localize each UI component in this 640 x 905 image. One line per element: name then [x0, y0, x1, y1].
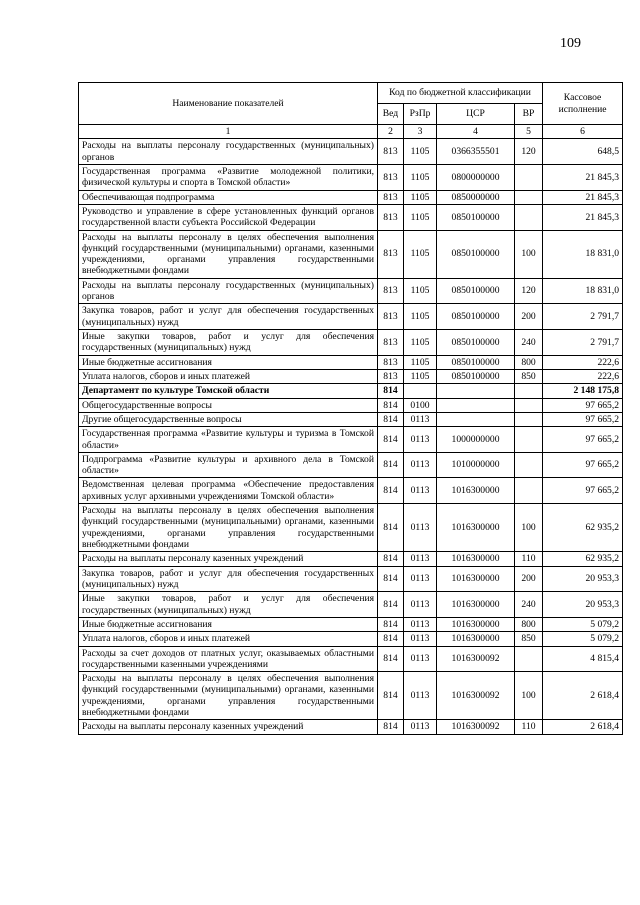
table-row — [79, 384, 623, 398]
row-csr: 1016300000 — [437, 478, 515, 504]
table-row — [79, 330, 623, 356]
row-csr: 1016300000 — [437, 566, 515, 592]
row-rzpr — [404, 384, 437, 398]
row-rzpr: 0113 — [404, 720, 437, 734]
row-vr — [515, 204, 543, 230]
row-rzpr: 1105 — [404, 139, 437, 165]
header-num-5: 5 — [515, 125, 543, 139]
row-ved: 814 — [378, 672, 404, 720]
row-csr — [437, 412, 515, 426]
row-rzpr: 0113 — [404, 412, 437, 426]
table-row — [79, 617, 623, 631]
row-vr: 200 — [515, 304, 543, 330]
header-name: Наименование показателей — [79, 83, 378, 125]
table-body — [79, 139, 623, 734]
row-name: Уплата налогов, сборов и иных платежей — [79, 632, 378, 646]
row-vr: 240 — [515, 592, 543, 618]
row-sum: 4 815,4 — [543, 646, 623, 672]
table-row — [79, 139, 623, 165]
row-rzpr: 1105 — [404, 164, 437, 190]
row-name: Расходы на выплаты персоналу государственных (муниципальных) органов — [79, 139, 378, 165]
row-vr: 850 — [515, 632, 543, 646]
row-csr: 1016300000 — [437, 592, 515, 618]
row-vr — [515, 452, 543, 478]
table-row — [79, 592, 623, 618]
row-sum: 2 148 175,8 — [543, 384, 623, 398]
row-sum: 62 935,2 — [543, 552, 623, 566]
row-vr: 110 — [515, 720, 543, 734]
header-num-1: 1 — [79, 125, 378, 139]
row-vr: 120 — [515, 139, 543, 165]
row-vr: 240 — [515, 330, 543, 356]
row-ved: 813 — [378, 330, 404, 356]
row-sum: 2 791,7 — [543, 304, 623, 330]
row-csr: 0850100000 — [437, 355, 515, 369]
row-rzpr: 1105 — [404, 230, 437, 278]
row-csr: 0850100000 — [437, 330, 515, 356]
row-ved: 814 — [378, 412, 404, 426]
table-row — [79, 278, 623, 304]
row-vr — [515, 398, 543, 412]
row-rzpr: 1105 — [404, 278, 437, 304]
row-vr: 850 — [515, 369, 543, 383]
row-sum: 5 079,2 — [543, 632, 623, 646]
row-name: Иные закупки товаров, работ и услуг для обеспечения государственных (муниципальных) нужд — [79, 592, 378, 618]
table-row — [79, 398, 623, 412]
row-rzpr: 0113 — [404, 552, 437, 566]
row-csr: 1016300092 — [437, 672, 515, 720]
table-row — [79, 164, 623, 190]
row-rzpr: 1105 — [404, 369, 437, 383]
row-ved: 813 — [378, 139, 404, 165]
row-name: Уплата налогов, сборов и иных платежей — [79, 369, 378, 383]
row-name: Иные бюджетные ассигнования — [79, 617, 378, 631]
row-vr — [515, 478, 543, 504]
row-sum: 62 935,2 — [543, 504, 623, 552]
row-name: Иные закупки товаров, работ и услуг для обеспечения государственных (муниципальных) нужд — [79, 330, 378, 356]
row-name: Руководство и управление в сфере установленных функций органов государственной власти субъекта Российской Федерации — [79, 204, 378, 230]
row-vr — [515, 646, 543, 672]
row-ved: 813 — [378, 355, 404, 369]
row-rzpr: 0113 — [404, 646, 437, 672]
header-cash: Кассовое исполнение — [543, 83, 623, 125]
row-name: Расходы на выплаты персоналу в целях обеспечения выполнения функций государственными (муниципальными) органами, казенными учреждениями, органами управления государственными внебюджетными фондами — [79, 504, 378, 552]
row-vr — [515, 190, 543, 204]
row-csr: 0850100000 — [437, 278, 515, 304]
row-rzpr: 1105 — [404, 330, 437, 356]
header-num-2: 2 — [378, 125, 404, 139]
header-code-group: Код по бюджетной классификации — [378, 83, 543, 104]
row-sum: 18 831,0 — [543, 278, 623, 304]
row-vr — [515, 427, 543, 453]
row-name: Государственная программа «Развитие культуры и туризма в Томской области» — [79, 427, 378, 453]
row-rzpr: 1105 — [404, 190, 437, 204]
row-sum: 222,6 — [543, 369, 623, 383]
table-row — [79, 452, 623, 478]
row-csr: 1016300092 — [437, 646, 515, 672]
row-csr: 1016300000 — [437, 617, 515, 631]
table-row — [79, 504, 623, 552]
row-name: Департамент по культуре Томской области — [79, 384, 378, 398]
row-ved: 814 — [378, 566, 404, 592]
table-row — [79, 190, 623, 204]
row-rzpr: 0113 — [404, 504, 437, 552]
row-sum: 2 618,4 — [543, 720, 623, 734]
row-name: Обеспечивающая подпрограмма — [79, 190, 378, 204]
row-sum: 97 665,2 — [543, 398, 623, 412]
row-name: Расходы на выплаты персоналу казенных учреждений — [79, 552, 378, 566]
row-ved: 814 — [378, 452, 404, 478]
row-csr: 0850100000 — [437, 304, 515, 330]
header-vr: ВР — [515, 104, 543, 125]
row-sum: 2 791,7 — [543, 330, 623, 356]
header-num-4: 4 — [437, 125, 515, 139]
row-sum: 20 953,3 — [543, 566, 623, 592]
row-csr: 0850100000 — [437, 230, 515, 278]
row-rzpr: 0113 — [404, 632, 437, 646]
row-sum: 97 665,2 — [543, 452, 623, 478]
row-sum: 97 665,2 — [543, 478, 623, 504]
row-name: Подпрограмма «Развитие культуры и архивного дела в Томской области» — [79, 452, 378, 478]
table-row — [79, 566, 623, 592]
row-ved: 813 — [378, 304, 404, 330]
row-vr — [515, 384, 543, 398]
row-sum: 21 845,3 — [543, 164, 623, 190]
row-csr: 1016300000 — [437, 552, 515, 566]
row-name: Ведомственная целевая программа «Обеспечение предоставления архивных услуг архивными учреждениями Томской области» — [79, 478, 378, 504]
row-sum: 2 618,4 — [543, 672, 623, 720]
row-ved: 814 — [378, 384, 404, 398]
row-vr: 100 — [515, 230, 543, 278]
row-csr: 1016300000 — [437, 632, 515, 646]
row-sum: 21 845,3 — [543, 204, 623, 230]
row-name: Расходы за счет доходов от платных услуг, оказываемых областными государственными казенными учреждениями — [79, 646, 378, 672]
row-ved: 814 — [378, 504, 404, 552]
row-rzpr: 0113 — [404, 452, 437, 478]
row-name: Другие общегосударственные вопросы — [79, 412, 378, 426]
row-name: Общегосударственные вопросы — [79, 398, 378, 412]
row-name: Закупка товаров, работ и услуг для обеспечения государственных (муниципальных) нужд — [79, 304, 378, 330]
row-name: Государственная программа «Развитие молодежной политики, физической культуры и спорта в Томской области» — [79, 164, 378, 190]
row-vr: 120 — [515, 278, 543, 304]
row-csr: 1016300000 — [437, 504, 515, 552]
row-sum: 222,6 — [543, 355, 623, 369]
row-name: Расходы на выплаты персоналу в целях обеспечения выполнения функций государственными (муниципальными) органами, казенными учреждениями, органами управления государственными внебюджетными фондами — [79, 230, 378, 278]
table-row — [79, 632, 623, 646]
header-num-3: 3 — [404, 125, 437, 139]
row-sum: 18 831,0 — [543, 230, 623, 278]
table-header — [79, 83, 623, 139]
table-row — [79, 646, 623, 672]
row-ved: 814 — [378, 646, 404, 672]
row-csr: 0800000000 — [437, 164, 515, 190]
row-rzpr: 0113 — [404, 566, 437, 592]
row-ved: 813 — [378, 190, 404, 204]
row-sum: 97 665,2 — [543, 427, 623, 453]
row-ved: 813 — [378, 278, 404, 304]
table-row — [79, 412, 623, 426]
row-vr: 800 — [515, 617, 543, 631]
row-rzpr: 0113 — [404, 592, 437, 618]
row-ved: 814 — [378, 478, 404, 504]
row-csr: 0366355501 — [437, 139, 515, 165]
row-vr: 800 — [515, 355, 543, 369]
row-ved: 813 — [378, 230, 404, 278]
header-csr: ЦСР — [437, 104, 515, 125]
header-rzpr: РзПр — [404, 104, 437, 125]
row-sum: 5 079,2 — [543, 617, 623, 631]
row-rzpr: 0113 — [404, 427, 437, 453]
row-ved: 813 — [378, 204, 404, 230]
table-row — [79, 672, 623, 720]
table-row — [79, 720, 623, 734]
table-row — [79, 478, 623, 504]
row-sum: 97 665,2 — [543, 412, 623, 426]
row-ved: 814 — [378, 552, 404, 566]
row-name: Расходы на выплаты персоналу государственных (муниципальных) органов — [79, 278, 378, 304]
row-vr: 110 — [515, 552, 543, 566]
row-ved: 814 — [378, 398, 404, 412]
table-row — [79, 304, 623, 330]
row-csr: 1000000000 — [437, 427, 515, 453]
row-csr — [437, 384, 515, 398]
row-ved: 814 — [378, 632, 404, 646]
row-vr: 100 — [515, 504, 543, 552]
row-csr: 1016300092 — [437, 720, 515, 734]
row-sum: 648,5 — [543, 139, 623, 165]
table-row — [79, 427, 623, 453]
header-ved: Вед — [378, 104, 404, 125]
table-row — [79, 204, 623, 230]
table-row — [79, 369, 623, 383]
row-rzpr: 0113 — [404, 478, 437, 504]
row-sum: 21 845,3 — [543, 190, 623, 204]
row-ved: 814 — [378, 720, 404, 734]
row-rzpr: 1105 — [404, 355, 437, 369]
row-ved: 814 — [378, 617, 404, 631]
row-name: Закупка товаров, работ и услуг для обеспечения государственных (муниципальных) нужд — [79, 566, 378, 592]
row-csr: 0850100000 — [437, 369, 515, 383]
row-rzpr: 0100 — [404, 398, 437, 412]
row-vr: 100 — [515, 672, 543, 720]
row-csr: 0850100000 — [437, 204, 515, 230]
table-row — [79, 230, 623, 278]
row-rzpr: 0113 — [404, 617, 437, 631]
row-vr — [515, 412, 543, 426]
row-csr: 0850000000 — [437, 190, 515, 204]
row-vr: 200 — [515, 566, 543, 592]
page-number: 109 — [560, 36, 581, 51]
row-ved: 813 — [378, 369, 404, 383]
row-name: Иные бюджетные ассигнования — [79, 355, 378, 369]
row-ved: 814 — [378, 592, 404, 618]
table-row — [79, 552, 623, 566]
row-csr: 1010000000 — [437, 452, 515, 478]
table-row — [79, 355, 623, 369]
row-name: Расходы на выплаты персоналу казенных учреждений — [79, 720, 378, 734]
row-name: Расходы на выплаты персоналу в целях обеспечения выполнения функций государственными (муниципальными) органами, казенными учреждениями, органами управления государственными внебюджетными фондами — [79, 672, 378, 720]
row-rzpr: 1105 — [404, 204, 437, 230]
budget-table — [78, 82, 623, 735]
row-csr — [437, 398, 515, 412]
header-num-6: 6 — [543, 125, 623, 139]
row-sum: 20 953,3 — [543, 592, 623, 618]
row-vr — [515, 164, 543, 190]
row-ved: 814 — [378, 427, 404, 453]
row-rzpr: 0113 — [404, 672, 437, 720]
row-rzpr: 1105 — [404, 304, 437, 330]
row-ved: 813 — [378, 164, 404, 190]
